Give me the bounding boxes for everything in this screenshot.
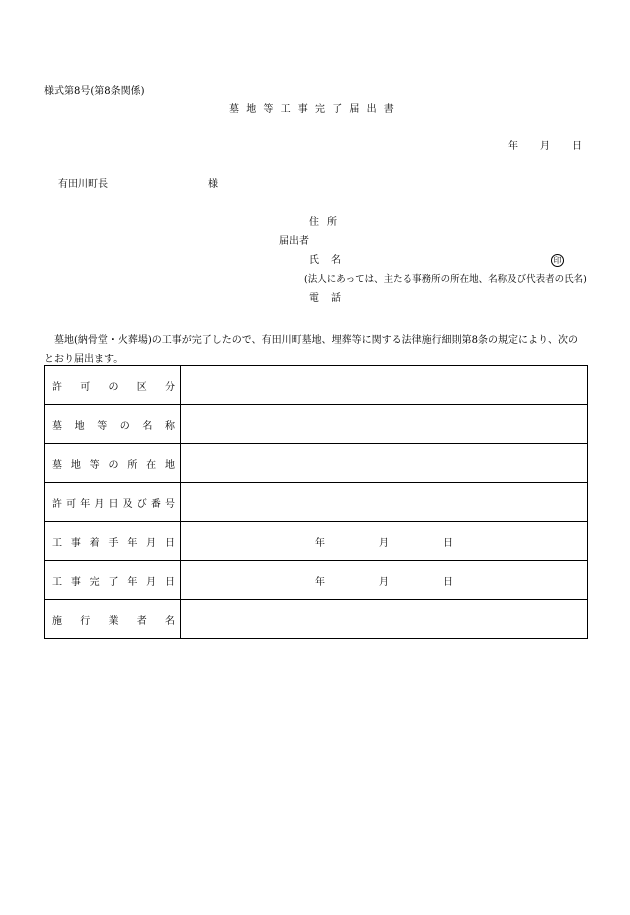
row-label-cell [45,561,181,600]
day-label: 日 [572,141,582,152]
date-unit-label: 月 [379,576,389,588]
row-label: 工 事 完 了 年 月 日 [52,576,175,588]
date-unit-label: 年 [315,537,325,549]
row-value-cell[interactable] [181,405,588,444]
table-row [45,561,588,600]
row-value-cell[interactable] [181,444,588,483]
table-row [45,444,588,483]
submission-date [486,142,582,152]
month-label: 月 [540,141,550,152]
name-label: 氏名 [309,255,353,266]
address-label: 住所 [309,217,345,228]
row-label: 施 行 業 者 名 [52,615,175,627]
body-line-1: 墓地(納骨堂・火葬場)の工事が完了したので、有田川町墓地、埋葬等に関する法律施行細則第8条の規定により、次の [54,335,578,346]
row-label-cell [45,522,181,561]
table-row [45,483,588,522]
addressee: 有田川町長 [58,179,108,190]
honorific: 様 [208,179,218,190]
row-label-cell [45,405,181,444]
row-label: 許 可 年 月 日 及 び 番 号 [52,498,175,510]
row-label-cell [45,600,181,639]
date-unit-label: 月 [379,537,389,549]
row-value-cell[interactable] [181,366,588,405]
row-label: 墓 地 等 の 名 称 [52,420,175,432]
row-label-cell [45,483,181,522]
row-label-cell [45,444,181,483]
row-value-cell[interactable] [181,561,588,600]
row-value-cell[interactable] [181,522,588,561]
table-row [45,405,588,444]
row-value-cell[interactable] [181,600,588,639]
date-unit-label: 年 [315,576,325,588]
body-paragraph [44,331,588,369]
year-label: 年 [508,141,518,152]
form-number: 様式第8号(第8条関係) [44,86,145,97]
form-table [44,365,588,639]
document-title: 墓地等工事完了届出書 [229,104,401,115]
date-unit-label: 日 [443,576,453,588]
row-label: 許 可 の 区 分 [52,381,175,393]
table-row [45,522,588,561]
row-value-cell[interactable] [181,483,588,522]
date-field[interactable] [181,573,587,588]
row-label: 工 事 着 手 年 月 日 [52,537,175,549]
corporate-note: (法人にあっては、主たる事務所の所在地、名称及び代表者の氏名) [304,274,587,285]
applicant-label: 届出者 [279,236,309,247]
date-unit-label: 日 [443,537,453,549]
date-field[interactable] [181,534,587,549]
telephone-label: 電話 [309,293,353,304]
body-line-2: とおり届出ます。 [44,354,124,365]
table-row [45,366,588,405]
row-label: 墓 地 等 の 所 在 地 [52,459,175,471]
seal-mark: 印 [551,254,564,267]
row-label-cell [45,366,181,405]
table-row [45,600,588,639]
